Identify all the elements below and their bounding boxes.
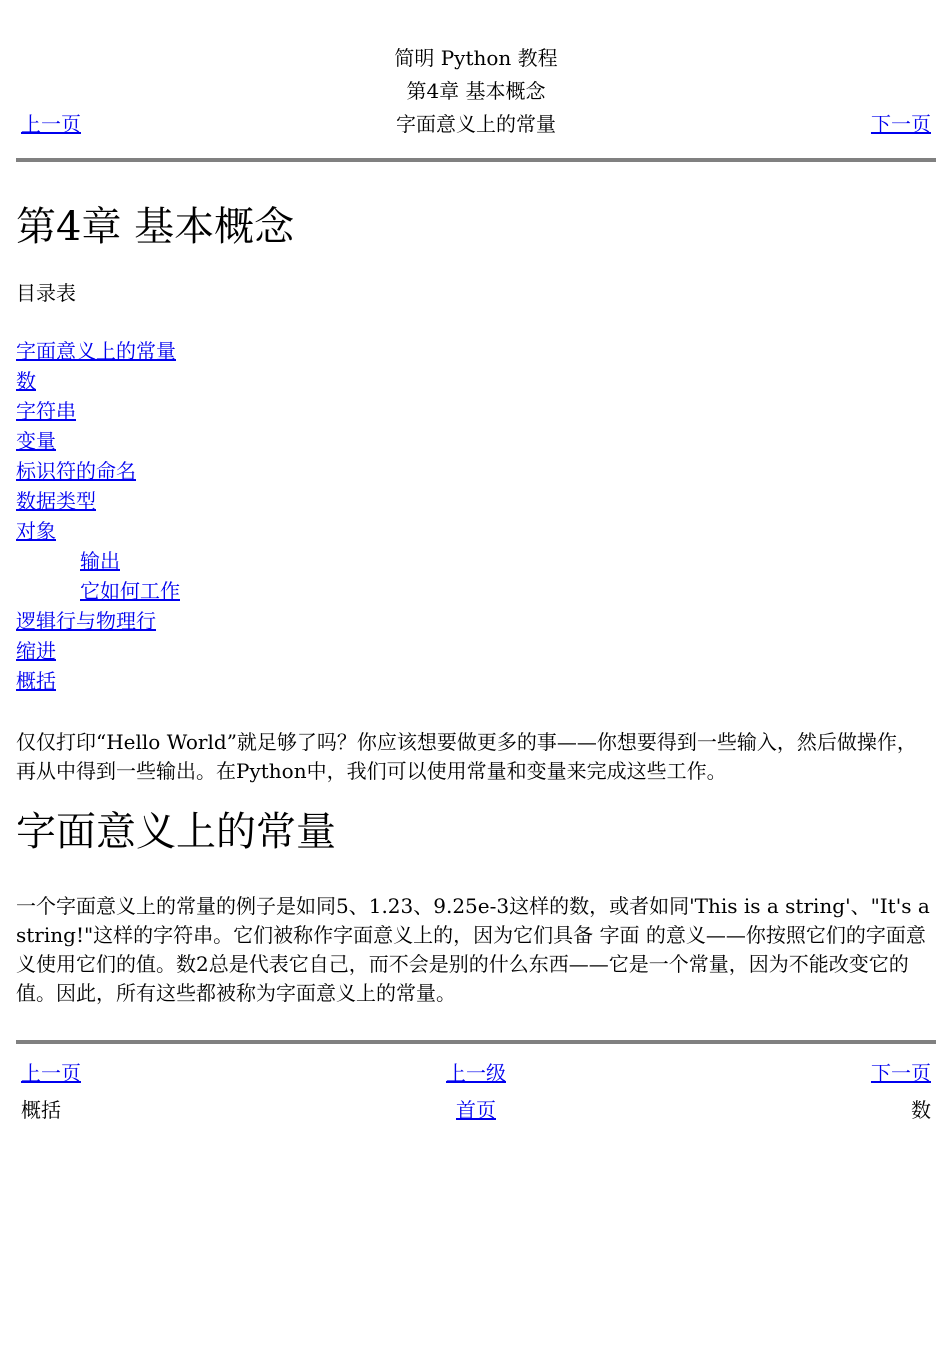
section-title: 字面意义上的常量 bbox=[16, 809, 336, 855]
header-navigation bbox=[16, 42, 936, 141]
toc-item bbox=[16, 456, 180, 486]
toc-link-logical-physical-lines[interactable]: 逻辑行与物理行 bbox=[16, 609, 156, 633]
toc-item bbox=[16, 396, 180, 426]
book-title: 简明 Python 教程 bbox=[394, 46, 558, 70]
toc-link-identifier-naming[interactable]: 标识符的命名 bbox=[16, 459, 136, 483]
intro-paragraph: 仅仅打印“Hello World”就足够了吗？你应该想要做更多的事——你想要得到一些输入，然后做操作，再从中得到一些输出。在Python中，我们可以使用常量和变量来完成这些工作。 bbox=[16, 730, 917, 783]
toc-link-objects[interactable]: 对象 bbox=[16, 519, 56, 543]
toc-link-how-it-works[interactable]: 它如何工作 bbox=[80, 579, 180, 603]
footer-prev-title: 概括 bbox=[21, 1098, 61, 1122]
toc-item bbox=[16, 636, 180, 666]
toc-subitem bbox=[16, 546, 180, 576]
footer-next-title: 数 bbox=[911, 1098, 931, 1122]
toc-item bbox=[16, 426, 180, 456]
footer-home-link[interactable]: 首页 bbox=[456, 1098, 496, 1122]
toc-item bbox=[16, 516, 180, 546]
toc-link-variables[interactable]: 变量 bbox=[16, 429, 56, 453]
toc-link-indentation[interactable]: 缩进 bbox=[16, 639, 56, 663]
table-of-contents bbox=[16, 336, 180, 696]
header-prev-link[interactable]: 上一页 bbox=[21, 112, 81, 136]
header-book-title-row bbox=[16, 42, 936, 75]
toc-item bbox=[16, 336, 180, 366]
toc-title: 目录表 bbox=[16, 281, 76, 305]
footer-up-link[interactable]: 上一级 bbox=[446, 1061, 506, 1085]
toc-item bbox=[16, 486, 180, 516]
header-next-link[interactable]: 下一页 bbox=[871, 112, 931, 136]
footer-link-row bbox=[16, 1055, 936, 1092]
section-paragraph: 一个字面意义上的常量的例子是如同5、1.23、9.25e-3这样的数，或者如同'This is a string'、"It's a string!"这样的字符串。它们被称作字面意义上的，因为它们具备 字面 的意义——你按照它们的字面意义使用它们的值。数2总是代表它自己，而不会是别的什么东西——它是一个常量，因为不能改变它的值。因此，所有这些都被称为字面意义上的常量。 bbox=[16, 894, 930, 1005]
footer-prev-link[interactable]: 上一页 bbox=[21, 1061, 81, 1085]
footer-next-link[interactable]: 下一页 bbox=[871, 1061, 931, 1085]
toc-link-data-types[interactable]: 数据类型 bbox=[16, 489, 96, 513]
toc-link-strings[interactable]: 字符串 bbox=[16, 399, 76, 423]
header-divider bbox=[16, 158, 936, 162]
toc-link-numbers[interactable]: 数 bbox=[16, 369, 36, 393]
header-section-title: 字面意义上的常量 bbox=[396, 112, 556, 136]
header-section-row bbox=[16, 108, 936, 141]
chapter-title: 第4章 基本概念 bbox=[16, 204, 295, 250]
header-chapter-title: 第4章 基本概念 bbox=[406, 79, 546, 103]
toc-link-literal-constants[interactable]: 字面意义上的常量 bbox=[16, 339, 176, 363]
header-chapter-row bbox=[16, 75, 936, 108]
toc-subitem bbox=[16, 576, 180, 606]
toc-item bbox=[16, 366, 180, 396]
footer-divider bbox=[16, 1040, 936, 1044]
toc-link-output[interactable]: 输出 bbox=[80, 549, 120, 573]
toc-item bbox=[16, 606, 180, 636]
footer-navigation bbox=[16, 1055, 936, 1129]
toc-link-summary[interactable]: 概括 bbox=[16, 669, 56, 693]
toc-item bbox=[16, 666, 180, 696]
footer-title-row bbox=[16, 1092, 936, 1129]
